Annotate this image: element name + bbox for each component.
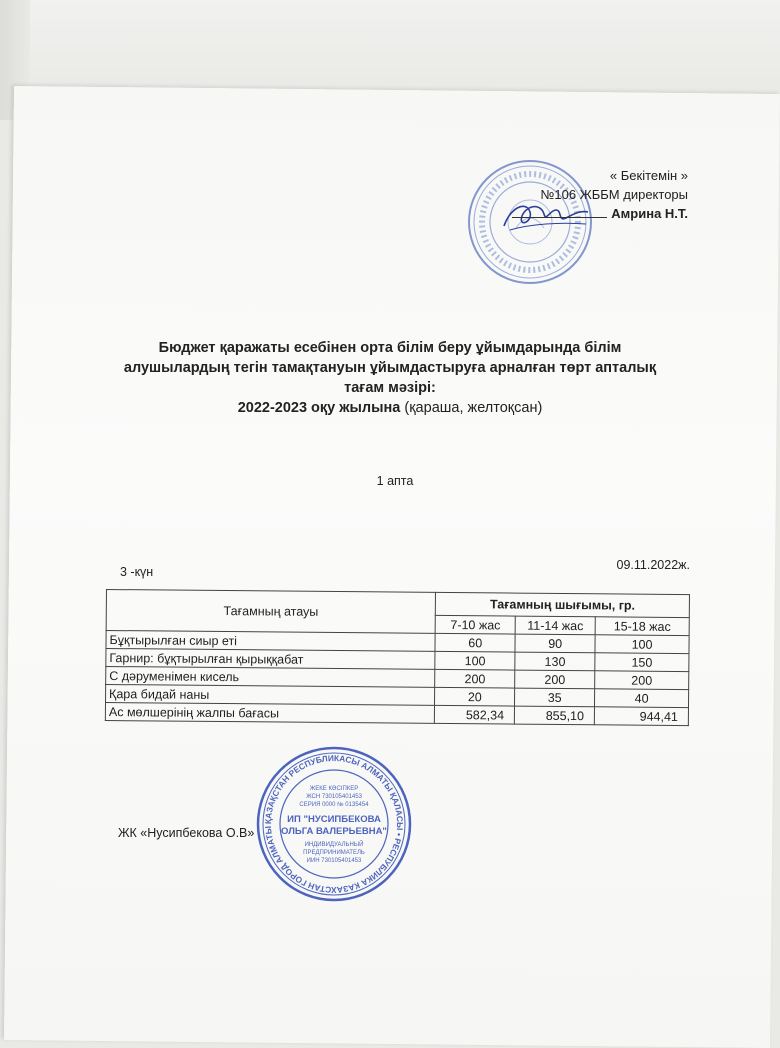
dish-value: 200 — [515, 670, 595, 689]
dish-value: 150 — [595, 653, 689, 672]
dish-name: Қара бидай наны — [106, 685, 435, 706]
dish-value: 130 — [515, 652, 595, 671]
dish-name: Бұқтырылған сиыр еті — [106, 631, 435, 652]
title-line-4 — [100, 398, 680, 418]
week-label: 1 апта — [376, 474, 414, 488]
age-group-15-18: 15-18 жас — [595, 617, 689, 636]
table-header-row — [106, 590, 689, 618]
age-group-7-10: 7-10 жас — [435, 615, 515, 634]
age-group-11-14: 11-14 жас — [515, 616, 595, 635]
approval-block — [512, 166, 688, 223]
stamp-line-2: ЖСН 730105401453 — [306, 794, 362, 800]
signer-label: ЖК «Нусипбекова О.В» — [118, 826, 255, 840]
stamp-line-1: ЖЕКЕ КӘСІПКЕР — [309, 786, 359, 792]
col-name-header: Тағамның атауы — [106, 590, 436, 634]
stamp-line-8: ИИН 730105401453 — [306, 858, 362, 864]
dish-value: 90 — [515, 634, 595, 653]
stamp-line-4: ИП "НУСИПБЕКОВА — [287, 814, 381, 825]
signature-line — [512, 217, 607, 218]
dish-value: 40 — [595, 689, 689, 708]
approval-line-1: « Бекітемін » — [609, 168, 688, 183]
total-label: Ас мөлшерінің жалпы бағасы — [105, 703, 434, 724]
day-label: 3 -күн — [120, 565, 154, 579]
stamp-line-6: ИНДИВИДУАЛЬНЫЙ — [304, 842, 364, 848]
total-value: 582,34 — [435, 705, 515, 724]
director-name: Амрина Н.Т. — [611, 206, 688, 221]
title-line-1: Бюджет қаражаты есебінен орта білім беру ұйымдарында білім — [158, 340, 622, 356]
dish-value: 100 — [595, 635, 689, 654]
date-label: 09.11.2022ж. — [616, 558, 690, 572]
col-yield-header: Тағамның шығымы, гр. — [436, 592, 690, 617]
months: (қараша, желтоқсан) — [400, 400, 543, 416]
dish-value: 200 — [435, 669, 515, 688]
school-year: 2022-2023 оқу жылына — [237, 400, 401, 416]
stamp-ring-text: ҚАЗАҚСТАН РЕСПУБЛИКАСЫ АЛМАТЫ ҚАЛАСЫ • РЕСПУБЛИКА КАЗАХСТАН ГОРОД АЛМАТЫ — [262, 752, 406, 896]
title-line-3: тағам мәзірі: — [344, 380, 436, 396]
dish-value: 35 — [515, 688, 595, 707]
approval-line-2: №106 ЖББМ директоры — [540, 187, 688, 202]
dish-value: 200 — [595, 671, 689, 690]
approval-line-3 — [512, 204, 688, 223]
document-title — [100, 338, 680, 418]
dish-name: С дәруменімен кисель — [106, 667, 435, 688]
title-line-2: алушылардың тегін тамақтануын ұйымдастыруға арналған төрт апталық — [123, 360, 657, 376]
total-value: 855,10 — [515, 706, 595, 725]
menu-table — [105, 589, 690, 726]
total-value: 944,41 — [594, 707, 688, 726]
stamp-line-5: ОЛЬГА ВАЛЕРЬЕВНА" — [281, 826, 387, 837]
entrepreneur-stamp-icon — [254, 744, 414, 904]
stamp-line-3: СЕРИЯ 0000 № 0135454 — [299, 802, 369, 808]
dish-value: 60 — [435, 633, 515, 652]
dish-name: Гарнир: бұқтырылған қырыққабат — [106, 649, 435, 670]
dish-value: 100 — [435, 651, 515, 670]
dish-value: 20 — [435, 687, 515, 706]
stamp-line-7: ПРЕДПРИНИМАТЕЛЬ — [303, 850, 365, 856]
